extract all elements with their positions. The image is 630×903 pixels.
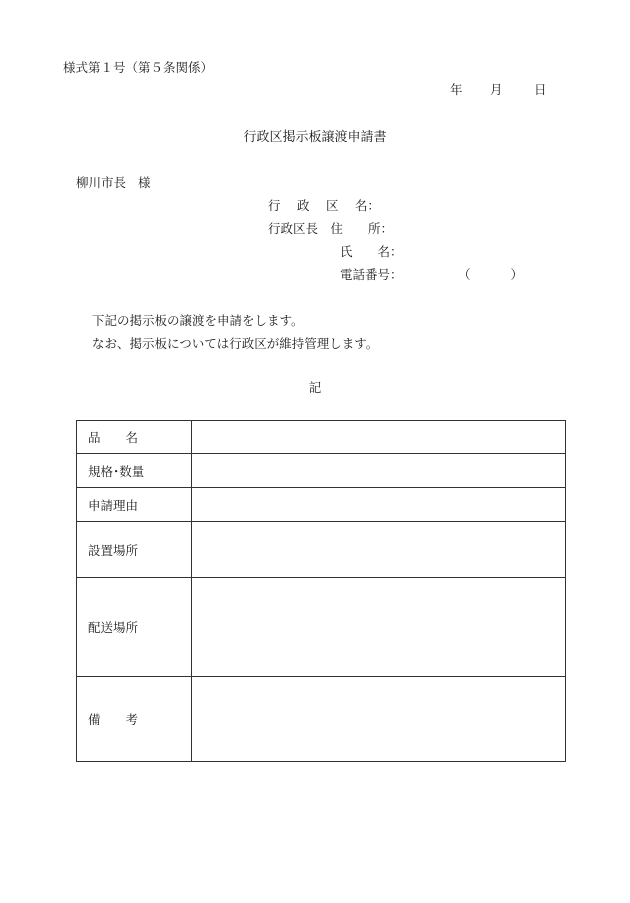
- ki-heading: 記: [308, 380, 322, 395]
- table-row: [77, 578, 566, 677]
- district-name-label: [268, 196, 408, 214]
- row-label-remarks: 備 考: [77, 677, 192, 762]
- document-title: 行政区掲示板譲渡申請書: [243, 130, 387, 145]
- date-day: 日: [534, 82, 547, 97]
- phone-paren-open: （: [458, 267, 471, 282]
- phone-paren-close: ）: [510, 267, 524, 282]
- table-row: [77, 488, 566, 522]
- body-text-2: なお、掲示板については行政区が維持管理します。: [92, 336, 379, 351]
- head-prefix: 行政区長: [268, 221, 319, 236]
- table-row: [77, 677, 566, 762]
- phone-label: 電話番号：: [340, 267, 403, 282]
- items-table: [76, 420, 566, 762]
- row-label-reason: 申請理由: [77, 488, 192, 522]
- addressee: [76, 173, 151, 191]
- row-label-spec-quantity: 規格･数量: [77, 454, 192, 488]
- row-label-item-name: 品 名: [77, 421, 192, 454]
- address-label: [268, 219, 408, 237]
- district-name-text: 行 政 区 名：: [268, 198, 380, 213]
- row-value-reason[interactable]: [192, 488, 566, 522]
- date-month: 月: [490, 82, 503, 97]
- row-value-remarks[interactable]: [192, 677, 566, 762]
- date-line: [450, 80, 547, 98]
- row-value-delivery-location[interactable]: [192, 578, 566, 677]
- form-number: 様式第１号（第５条関係）: [63, 60, 214, 75]
- addressee-name: 柳川市長: [76, 175, 127, 190]
- row-value-item-name[interactable]: [192, 421, 566, 454]
- address-text: 住 所：: [330, 221, 394, 236]
- table-row: [77, 522, 566, 578]
- addressee-suffix: 様: [138, 175, 151, 190]
- body-text-1: 下記の掲示板の譲渡を申請をします。: [92, 313, 304, 328]
- row-label-delivery-location: 配送場所: [77, 578, 192, 677]
- row-label-install-location: 設置場所: [77, 522, 192, 578]
- name-label: 氏 名：: [340, 244, 403, 259]
- table-row: [77, 421, 566, 454]
- phone-paren: [458, 265, 523, 283]
- row-value-spec-quantity[interactable]: [192, 454, 566, 488]
- date-year: 年: [450, 82, 463, 97]
- row-value-install-location[interactable]: [192, 522, 566, 578]
- table-row: [77, 454, 566, 488]
